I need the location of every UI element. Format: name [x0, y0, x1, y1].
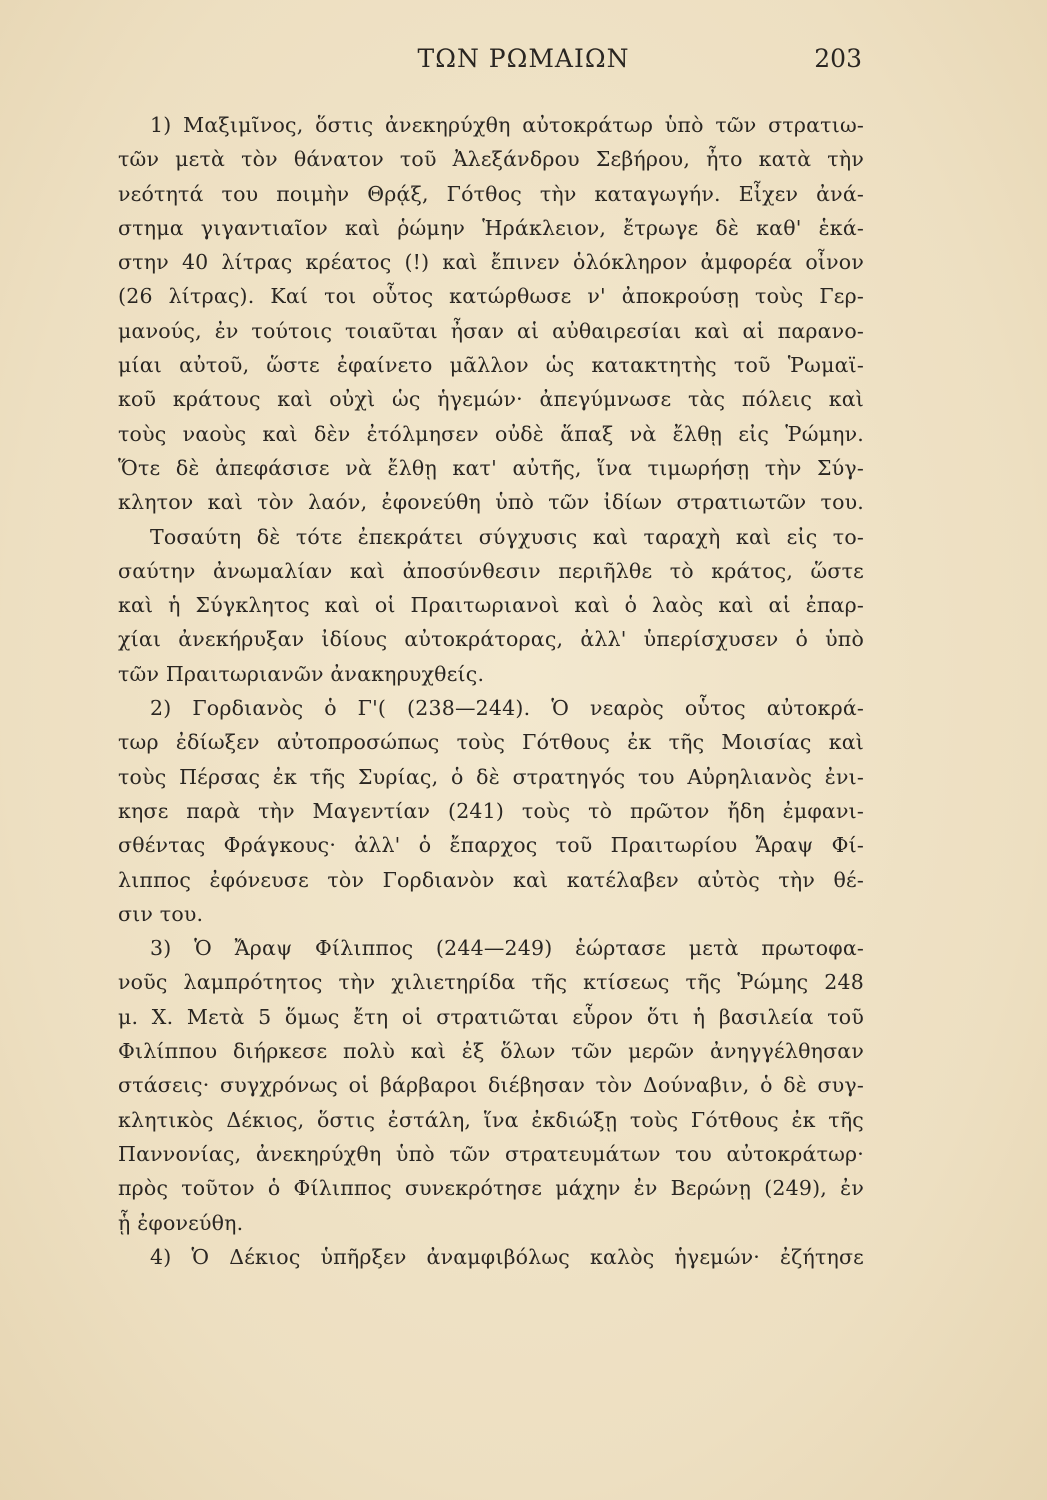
text-line: σαύτην ἀνωμαλίαν καὶ ἀποσύνθεσιν περιῆλθε τὸ κράτος, ὥστε — [118, 558, 864, 583]
running-head: ΤΩΝ ΡΩΜΑΙΩΝ — [417, 44, 630, 73]
text-line: κοῦ κράτους καὶ οὐχὶ ὡς ἡγεμών· ἀπεγύμνωσε τὰς πόλεις καὶ — [118, 387, 864, 412]
text-line: πρὸς τοῦτον ὁ Φίλιππος συνεκρότησε μάχην ἐν Βερώνῃ (249), ἐν — [118, 1176, 864, 1201]
text-line: ᾗ ἐφονεύθη. — [118, 1210, 244, 1235]
text-line: στην 40 λίτρας κρέατος (!) καὶ ἔπινεν ὁλόκληρον ἀμφορέα οἶνον — [118, 250, 864, 275]
text-line: 1) Μαξιμῖνος, ὅστις ἀνεκηρύχθη αὐτοκράτωρ ὑπὸ τῶν στρατιω- — [150, 113, 864, 137]
text-line: τοὺς ναοὺς καὶ δὲν ἐτόλμησεν οὐδὲ ἅπαξ νὰ ἔλθῃ εἰς Ῥώμην. — [118, 421, 864, 446]
text-line: 4) Ὁ Δέκιος ὑπῆρξεν ἀναμφιβόλως καλὸς ἡγεμών· ἐζήτησε — [150, 1244, 864, 1269]
text-line: Φιλίππου διήρκεσε πολὺ καὶ ἐξ ὅλων τῶν μερῶν ἀνηγγέλθησαν — [118, 1039, 864, 1064]
text-line: νεότητά του ποιμὴν Θρᾴξ, Γότθος τὴν καταγωγήν. Εἶχεν ἀνά- — [118, 181, 864, 206]
text-line: καὶ ἡ Σύγκλητος καὶ οἱ Πραιτωριανοὶ καὶ ὁ λαὸς καὶ αἱ ἐπαρ- — [118, 593, 864, 618]
page-number: 203 — [814, 44, 862, 73]
text-line: τῶν μετὰ τὸν θάνατον τοῦ Ἀλεξάνδρου Σεβήρου, ἦτο κατὰ τὴν — [118, 147, 864, 172]
text-line: σιν του. — [118, 901, 204, 926]
text-line: μίαι αὐτοῦ, ὥστε ἐφαίνετο μᾶλλον ὡς κατακτητὴς τοῦ Ῥωμαϊ- — [118, 353, 864, 378]
text-line: Τοσαύτη δὲ τότε ἐπεκράτει σύγχυσις καὶ ταραχὴ καὶ εἰς το- — [150, 524, 864, 549]
text-line: τῶν Πραιτωριανῶν ἀνακηρυχθείς. — [118, 661, 485, 686]
text-line: σθέντας Φράγκους· ἀλλ' ὁ ἔπαρχος τοῦ Πραιτωρίου Ἄραψ Φί- — [118, 833, 864, 858]
text-line: Παννονίας, ἀνεκηρύχθη ὑπὸ τῶν στρατευμάτων του αὐτοκράτωρ· — [118, 1141, 864, 1166]
text-line: κησε παρὰ τὴν Μαγεντίαν (241) τοὺς τὸ πρῶτον ἤδη ἐμφανι- — [118, 798, 864, 823]
text-line: λιππος ἐφόνευσε τὸν Γορδιανὸν καὶ κατέλαβεν αὐτὸς τὴν θέ- — [118, 867, 864, 892]
text-line: στάσεις· συγχρόνως οἱ βάρβαροι διέβησαν τὸν Δούναβιν, ὁ δὲ συγ- — [118, 1073, 864, 1098]
text-line: 2) Γορδιανὸς ὁ Γ'( (238—244). Ὁ νεαρὸς οὗτος αὐτοκρά- — [150, 696, 864, 721]
text-line: στημα γιγαντιαῖον καὶ ῥώμην Ἡράκλειον, ἔτρωγε δὲ καθ' ἑκά- — [118, 215, 864, 240]
page-body-text — [118, 108, 864, 1274]
text-line: χίαι ἀνεκήρυξαν ἰδίους αὐτοκράτορας, ἀλλ' ὑπερίσχυσεν ὁ ὑπὸ — [118, 627, 864, 652]
text-line: Ὅτε δὲ ἀπεφάσισε νὰ ἔλθῃ κατ' αὐτῆς, ἵνα τιμωρήσῃ τὴν Σύγ- — [118, 455, 864, 480]
text-line: τοὺς Πέρσας ἐκ τῆς Συρίας, ὁ δὲ στρατηγός του Αὐρηλιανὸς ἐνι- — [118, 764, 864, 789]
text-line: 3) Ὁ Ἄραψ Φίλιππος (244—249) ἑώρτασε μετὰ πρωτοφα- — [150, 936, 864, 961]
text-line: νοῦς λαμπρότητος τὴν χιλιετηρίδα τῆς κτίσεως τῆς Ῥώμης 248 — [118, 970, 864, 995]
text-line: μανούς, ἐν τούτοις τοιαῦται ἦσαν αἱ αὐθαιρεσίαι καὶ αἱ παρανο- — [118, 318, 864, 343]
page-header — [0, 44, 1047, 84]
text-line: κλητον καὶ τὸν λαόν, ἐφονεύθη ὑπὸ τῶν ἰδίων στρατιωτῶν του. — [118, 490, 864, 515]
text-line: κλητικὸς Δέκιος, ὅστις ἐστάλη, ἵνα ἐκδιώξῃ τοὺς Γότθους ἐκ τῆς — [118, 1107, 864, 1132]
text-line: τωρ ἐδίωξεν αὐτοπροσώπως τοὺς Γότθους ἐκ τῆς Μοισίας καὶ — [118, 730, 864, 755]
text-line: μ. Χ. Μετὰ 5 ὅμως ἔτη οἱ στρατιῶται εὗρον ὅτι ἡ βασιλεία τοῦ — [118, 1004, 864, 1029]
text-line: (26 λίτρας). Καί τοι οὗτος κατώρθωσε ν' ἀποκρούσῃ τοὺς Γερ- — [118, 284, 864, 309]
